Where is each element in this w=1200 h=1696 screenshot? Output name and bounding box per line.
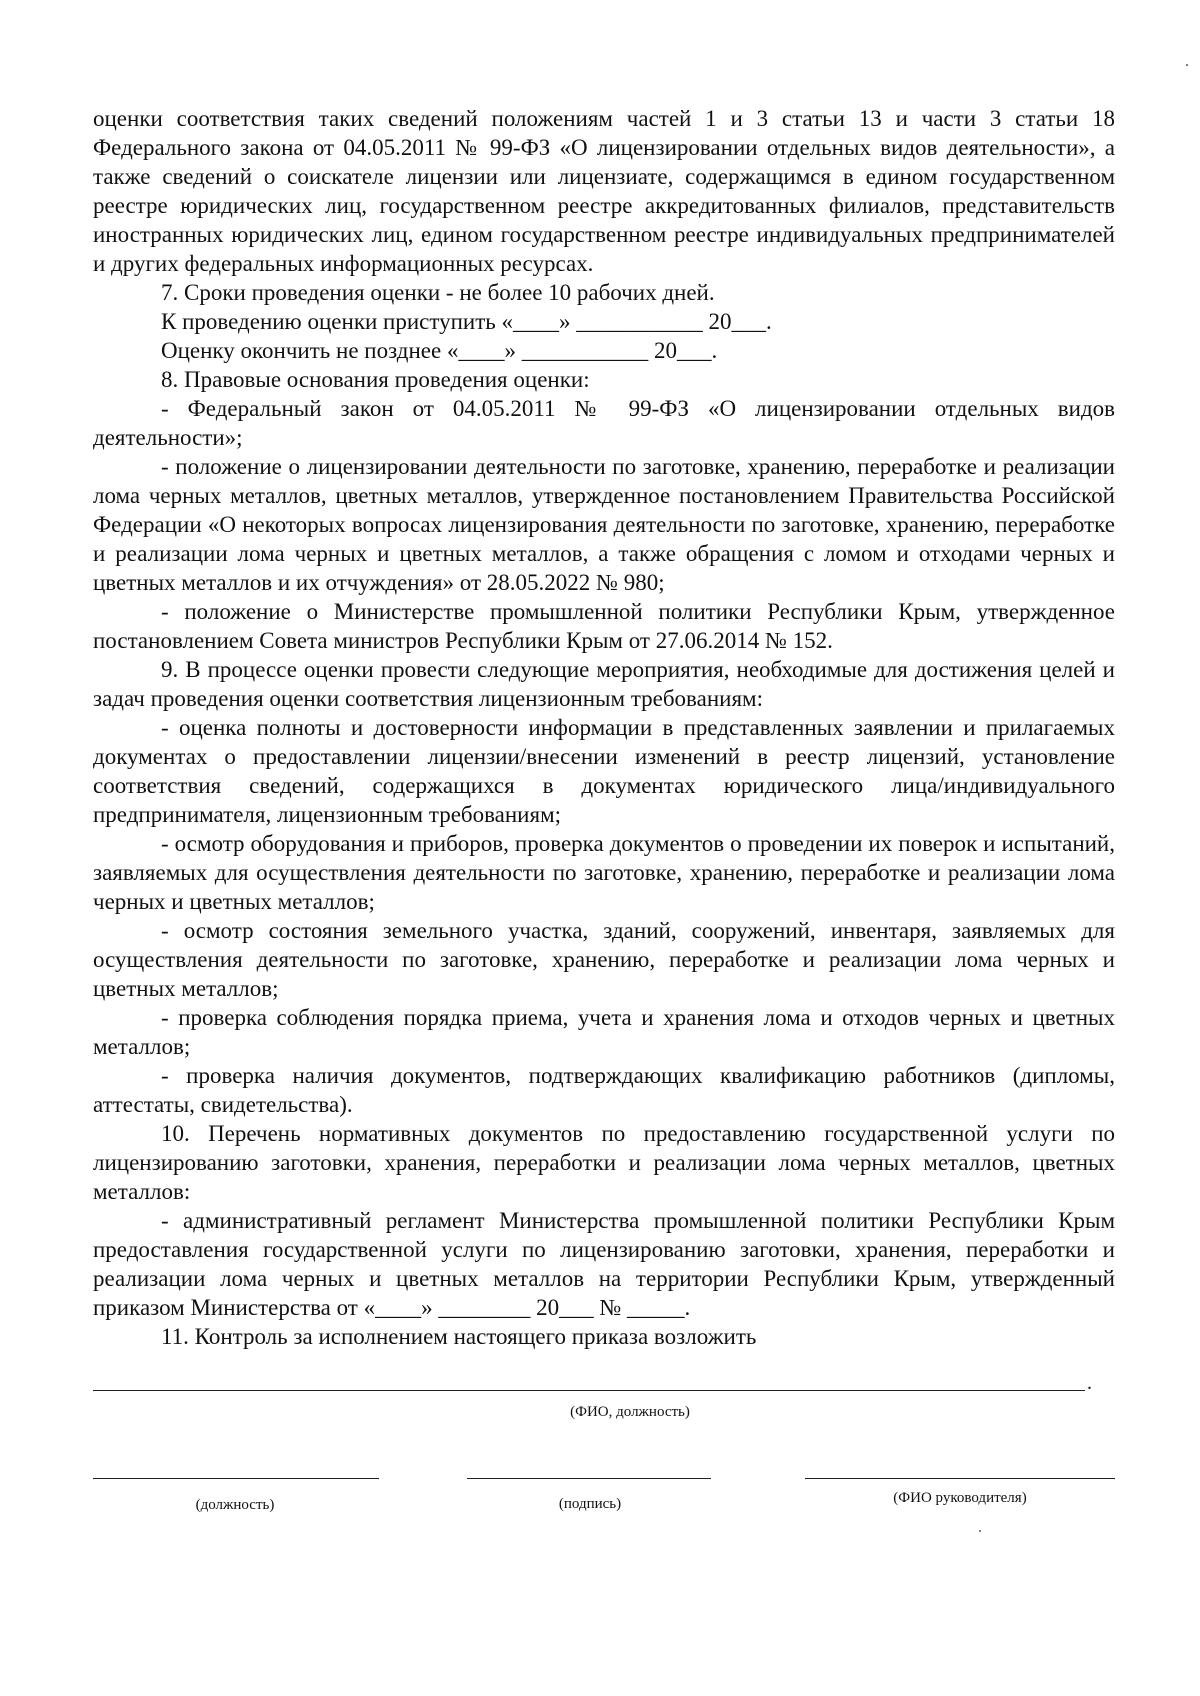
- paragraph-8: 8. Правовые основания проведения оценки:: [161, 367, 590, 392]
- control-person-line: [93, 1390, 1085, 1391]
- paragraph-8-item-federal-law: - Федеральный закон от 04.05.2011 № 99-ФЗ «О лицензировании отдельных видов деятельности»;: [93, 396, 1115, 450]
- signature-line: [467, 1478, 711, 1479]
- scan-speck: [979, 1530, 981, 1532]
- paragraph-9-item-procedure: - проверка соблюдения порядка приема, учета и хранения лома и отходов черных и цветных металлов;: [93, 1005, 1115, 1059]
- paragraph-9-item-equipment: - осмотр оборудования и приборов, проверка документов о проведении их поверок и испытаний, заявляемых для осуществления деятельности по заготовке, хранению, переработке и реализации лома черных и цветных металлов;: [93, 831, 1115, 914]
- paragraph-7-end-date: Оценку окончить не позднее «____» ___________ 20___.: [161, 338, 718, 363]
- paragraph-10: 10. Перечень нормативных документов по предоставлению государственной услуги по лицензированию заготовки, хранения, переработки и реализации лома черных металлов, цветных металлов:: [93, 1121, 1115, 1204]
- caption-fio-position: (ФИО, должность): [570, 1404, 690, 1420]
- paragraph-8-item-licensing-regulation: - положение о лицензировании деятельности по заготовке, хранению, переработке и реализации лома черных металлов, цветных металлов, утвержденное постановлением Правительства Российской Федерации «О некоторых вопросах лицензирования деятельности по заготовке, хранению, переработке и реализации лома черных и цветных металлов, а также обращения с ломом и отходами черных и цветных металлов и их отчуждения» от 28.05.2022 № 980;: [93, 454, 1115, 595]
- caption-signature: (подпись): [558, 1496, 622, 1512]
- line-end-dot: .: [1087, 1372, 1092, 1394]
- position-line: [93, 1478, 379, 1479]
- paragraph-continuation: оценки соответствия таких сведений положениям частей 1 и 3 статьи 13 и части 3 статьи 18 Федерального закона от 04.05.2011 № 99-ФЗ «О лицензировании отдельных видов деятельности», а также сведений о соискателе лицензии или лицензиате, содержащимся в едином государственном реестре юридических лиц, государственном реестре аккредитованных филиалов, представительств иностранных юридических лиц, едином государственном реестре индивидуальных предпринимателей и других федеральных информационных ресурсах.: [93, 106, 1115, 276]
- paragraph-8-item-ministry-regulation: - положение о Министерстве промышленной политики Республики Крым, утвержденное постановлением Совета министров Республики Крым от 27.06.2014 № 152.: [93, 599, 1115, 653]
- paragraph-9-item-premises: - осмотр состояния земельного участка, зданий, сооружений, инвентаря, заявляемых для осуществления деятельности по заготовке, хранению, переработке и реализации лома черных и цветных металлов;: [93, 918, 1115, 1001]
- caption-position: (должность): [195, 1497, 275, 1513]
- paragraph-10-item-regulation: - административный регламент Министерства промышленной политики Республики Крым предоставления государственной услуги по лицензированию заготовки, хранения, переработки и реализации лома черных и цветных металлов на территории Республики Крым, утвержденный приказом Министерства от «____» ________ 20___ № _____.: [93, 1208, 1115, 1320]
- paragraph-9-item-qualification: - проверка наличия документов, подтверждающих квалификацию работников (дипломы, аттестаты, свидетельства).: [93, 1063, 1115, 1117]
- paragraph-7-start-date: К проведению оценки приступить «____» ___________ 20___.: [161, 309, 772, 334]
- paragraph-11: 11. Контроль за исполнением настоящего приказа возложить: [161, 1324, 757, 1349]
- caption-head-fio: (ФИО руководителя): [893, 1490, 1027, 1506]
- paragraph-9: 9. В процессе оценки провести следующие мероприятия, необходимые для достижения целей и задач проведения оценки соответствия лицензионным требованиям:: [93, 657, 1115, 711]
- head-fio-line: [805, 1478, 1115, 1479]
- scan-speck: [1186, 64, 1188, 66]
- paragraph-9-item-completeness: - оценка полноты и достоверности информации в представленных заявлении и прилагаемых документах о предоставлении лицензии/внесении изменений в реестр лицензий, установление соответствия сведений, содержащихся в документах юридического лица/индивидуального предпринимателя, лицензионным требованиям;: [93, 715, 1115, 827]
- paragraph-7: 7. Сроки проведения оценки - не более 10 рабочих дней.: [161, 280, 715, 305]
- document-body: [93, 104, 1115, 1351]
